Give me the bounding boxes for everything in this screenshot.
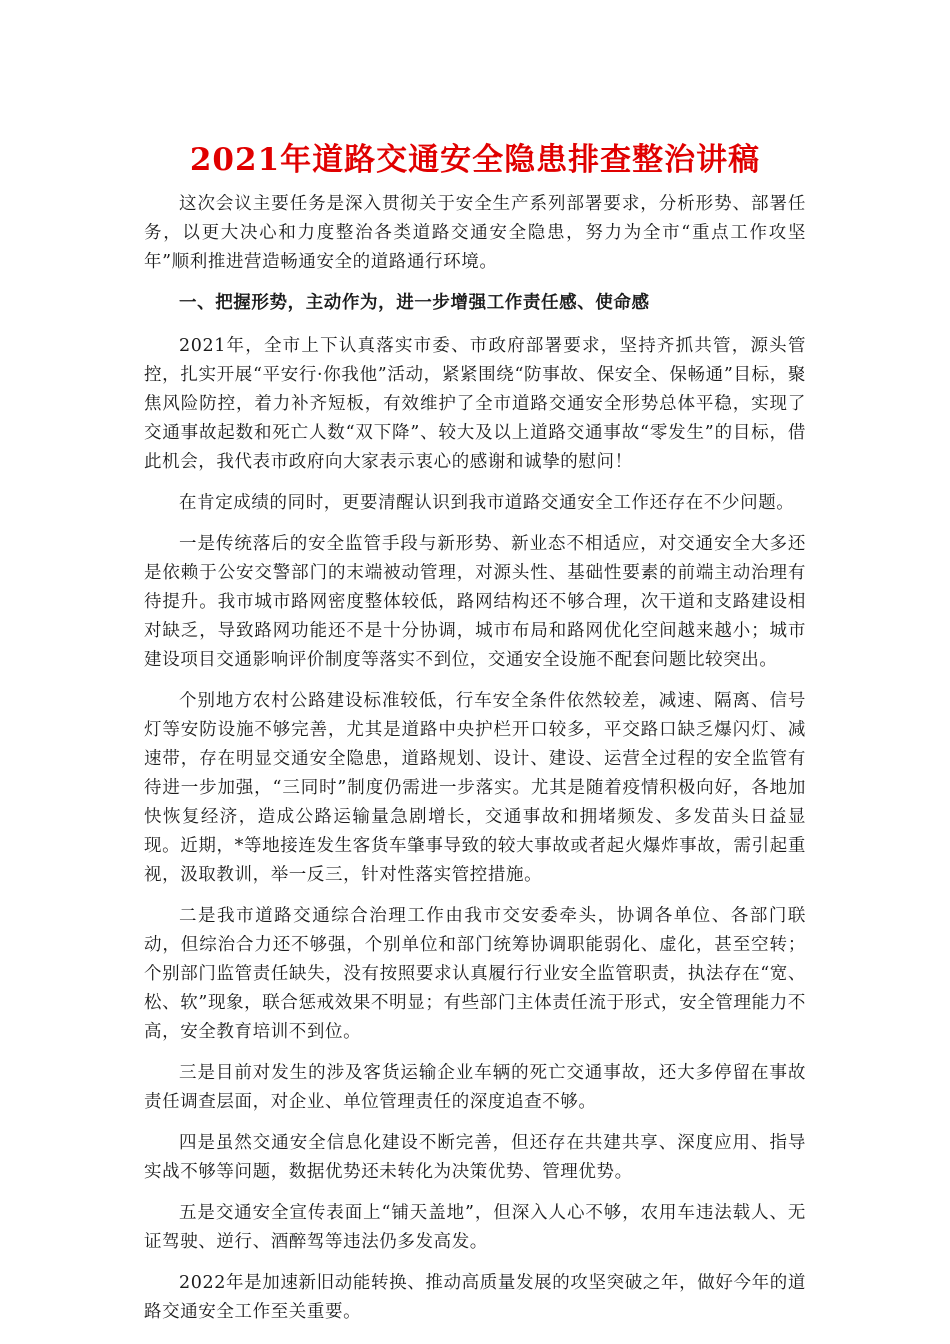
body-paragraph-8: 五是交通安全宣传表面上“铺天盖地”，但深入人心不够，农用车违法载人、无证驾驶、逆行、酒醉驾等违法仍多发高发。	[144, 1203, 806, 1252]
body-paragraph-1: 2021年，全市上下认真落实市委、市政府部署要求，坚持齐抓共管，源头管控，扎实开展“平安行·你我他”活动，紧紧围绕“防事故、保安全、保畅通”目标，聚焦风险防控，着力补齐短板，有效维护了全市道路交通安全形势总体平稳，实现了交通事故起数和死亡人数“双下降”、较大及以上道路交通事故“零发生”的目标，借此机会，我代表市政府向大家表示衷心的感谢和诚挚的慰问！	[144, 336, 806, 472]
body-paragraph-9: 2022年是加速新旧动能转换、推动高质量发展的攻坚突破之年，做好今年的道路交通安全工作至关重要。	[144, 1273, 806, 1322]
body-paragraph-3: 一是传统落后的安全监管手段与新形势、新业态不相适应，对交通安全大多还是依赖于公安交警部门的末端被动管理，对源头性、基础性要素的前端主动治理有待提升。我市城市路网密度整体较低，路网结构还不够合理，次干道和支路建设相对缺乏，导致路网功能还不是十分协调，城市布局和路网优化空间越来越小；城市建设项目交通影响评价制度等落实不到位，交通安全设施不配套问题比较突出。	[144, 534, 806, 670]
body-paragraph-6: 三是目前对发生的涉及客货运输企业车辆的死亡交通事故，还大多停留在事故责任调查层面，对企业、单位管理责任的深度追查不够。	[144, 1063, 806, 1112]
body-paragraph-7: 四是虽然交通安全信息化建设不断完善，但还存在共建共享、深度应用、指导实战不够等问题，数据优势还未转化为决策优势、管理优势。	[144, 1133, 806, 1182]
intro-paragraph: 这次会议主要任务是深入贯彻关于安全生产系列部署要求，分析形势、部署任务，以更大决心和力度整治各类道路交通安全隐患，努力为全市“重点工作攻坚年”顺利推进营造畅通安全的道路通行环境。	[144, 194, 806, 272]
body-paragraph-2: 在肯定成绩的同时，更要清醒认识到我市道路交通安全工作还存在不少问题。	[179, 493, 795, 513]
document-title: 2021年道路交通安全隐患排查整治讲稿	[189, 142, 761, 178]
body-paragraph-5: 二是我市道路交通综合治理工作由我市交安委牵头，协调各单位、各部门联动，但综治合力还不够强，个别单位和部门统筹协调职能弱化、虚化，甚至空转；个别部门监管责任缺失，没有按照要求认真履行行业安全监管职责，执法存在“宽、松、软”现象，联合惩戒效果不明显；有些部门主体责任流于形式，安全管理能力不高，安全教育培训不到位。	[144, 906, 806, 1042]
section-heading: 一、把握形势，主动作为，进一步增强工作责任感、使命感	[179, 293, 650, 313]
body-paragraph-4: 个别地方农村公路建设标准较低，行车安全条件依然较差，减速、隔离、信号灯等安防设施不够完善，尤其是道路中央护栏开口较多，平交路口缺乏爆闪灯、减速带，存在明显交通安全隐患，道路规划、设计、建设、运营全过程的安全监管有待进一步加强，“三同时”制度仍需进一步落实。尤其是随着疫情积极向好，各地加快恢复经济，造成公路运输量急剧增长，交通事故和拥堵频发、多发苗头日益显现。近期，*等地接连发生客货车肇事导致的较大事故或者起火爆炸事故，需引起重视，汲取教训，举一反三，针对性落实管控措施。	[144, 691, 806, 885]
